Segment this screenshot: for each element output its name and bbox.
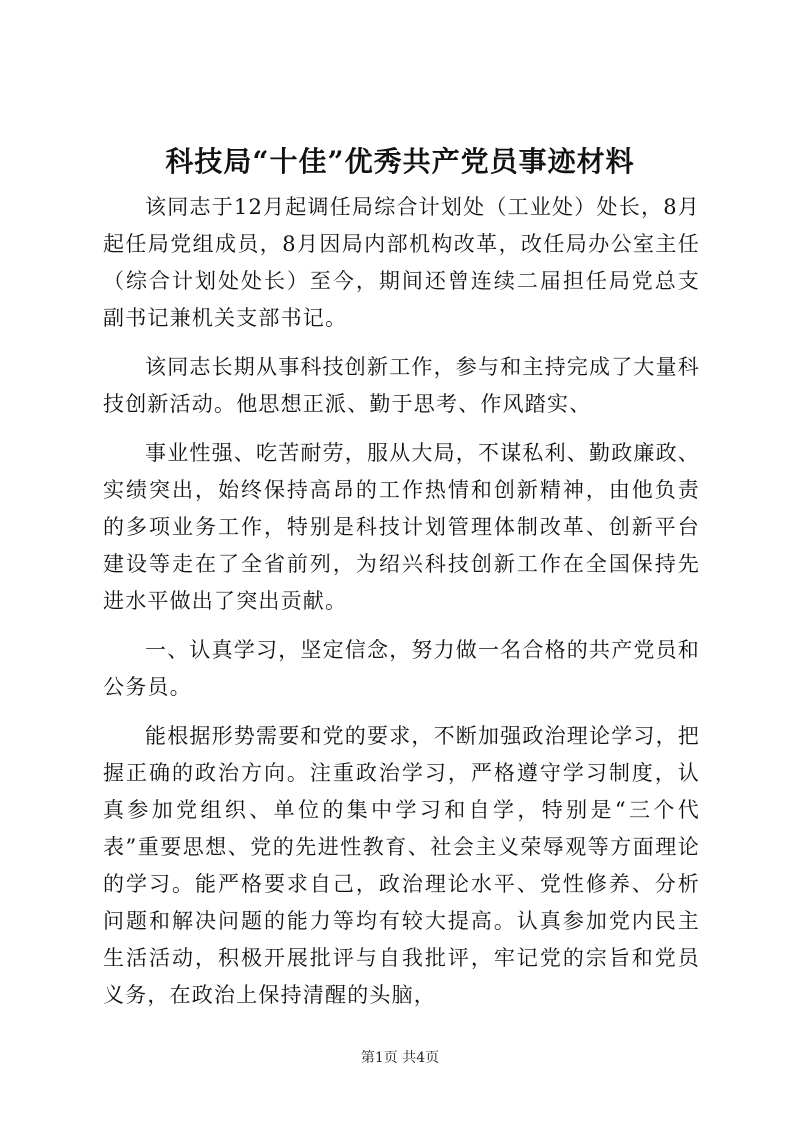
document-title: 科技局“十佳”优秀共产党员事迹材料 [165, 145, 635, 178]
paragraph-appointment: 该同志于12月起调任局综合计划处（工业处）处长，8月起任局党组成员，8月因局内部机构改革，改任局办公室主任（综合计划处处长）至今，期间还曾连续二届担任局党总支副书记兼机关支部书记。 [103, 195, 700, 330]
paragraph-political-study: 能根据形势需要和党的要求，不断加强政治理论学习，把握正确的政治方向。注重政治学习，严格遵守学习制度，认真参加党组织、单位的集中学习和自学，特别是“三个代表”重要思想、党的先进性教育、社会主义荣辱观等方面理论的学习。能严格要求自己，政治理论水平、党性修养、分析问题和解决问题的能力等均有较大提高。认真参加党内民主生活活动，积极开展批评与自我批评，牢记党的宗旨和党员义务，在政治上保持清醒的头脑， [103, 724, 700, 1007]
page-number-footer: 第1页 共4页 [360, 1050, 440, 1066]
paragraph-contributions: 事业性强、吃苦耐劳，服从大局，不谋私利、勤政廉政、实绩突出，始终保持高昂的工作热情和创新精神，由他负责的多项业务工作，特别是科技计划管理体制改革、创新平台建设等走在了全省前列，为绍兴科技创新工作在全国保持先进水平做出了突出贡献。 [103, 441, 700, 613]
document-body [103, 189, 700, 1014]
paragraph-innovation-work: 该同志长期从事科技创新工作，参与和主持完成了大量科技创新活动。他思想正派、勤于思考、作风踏实、 [103, 355, 700, 416]
section-heading-study: 一、认真学习，坚定信念，努力做一名合格的共产党员和公务员。 [103, 638, 700, 699]
